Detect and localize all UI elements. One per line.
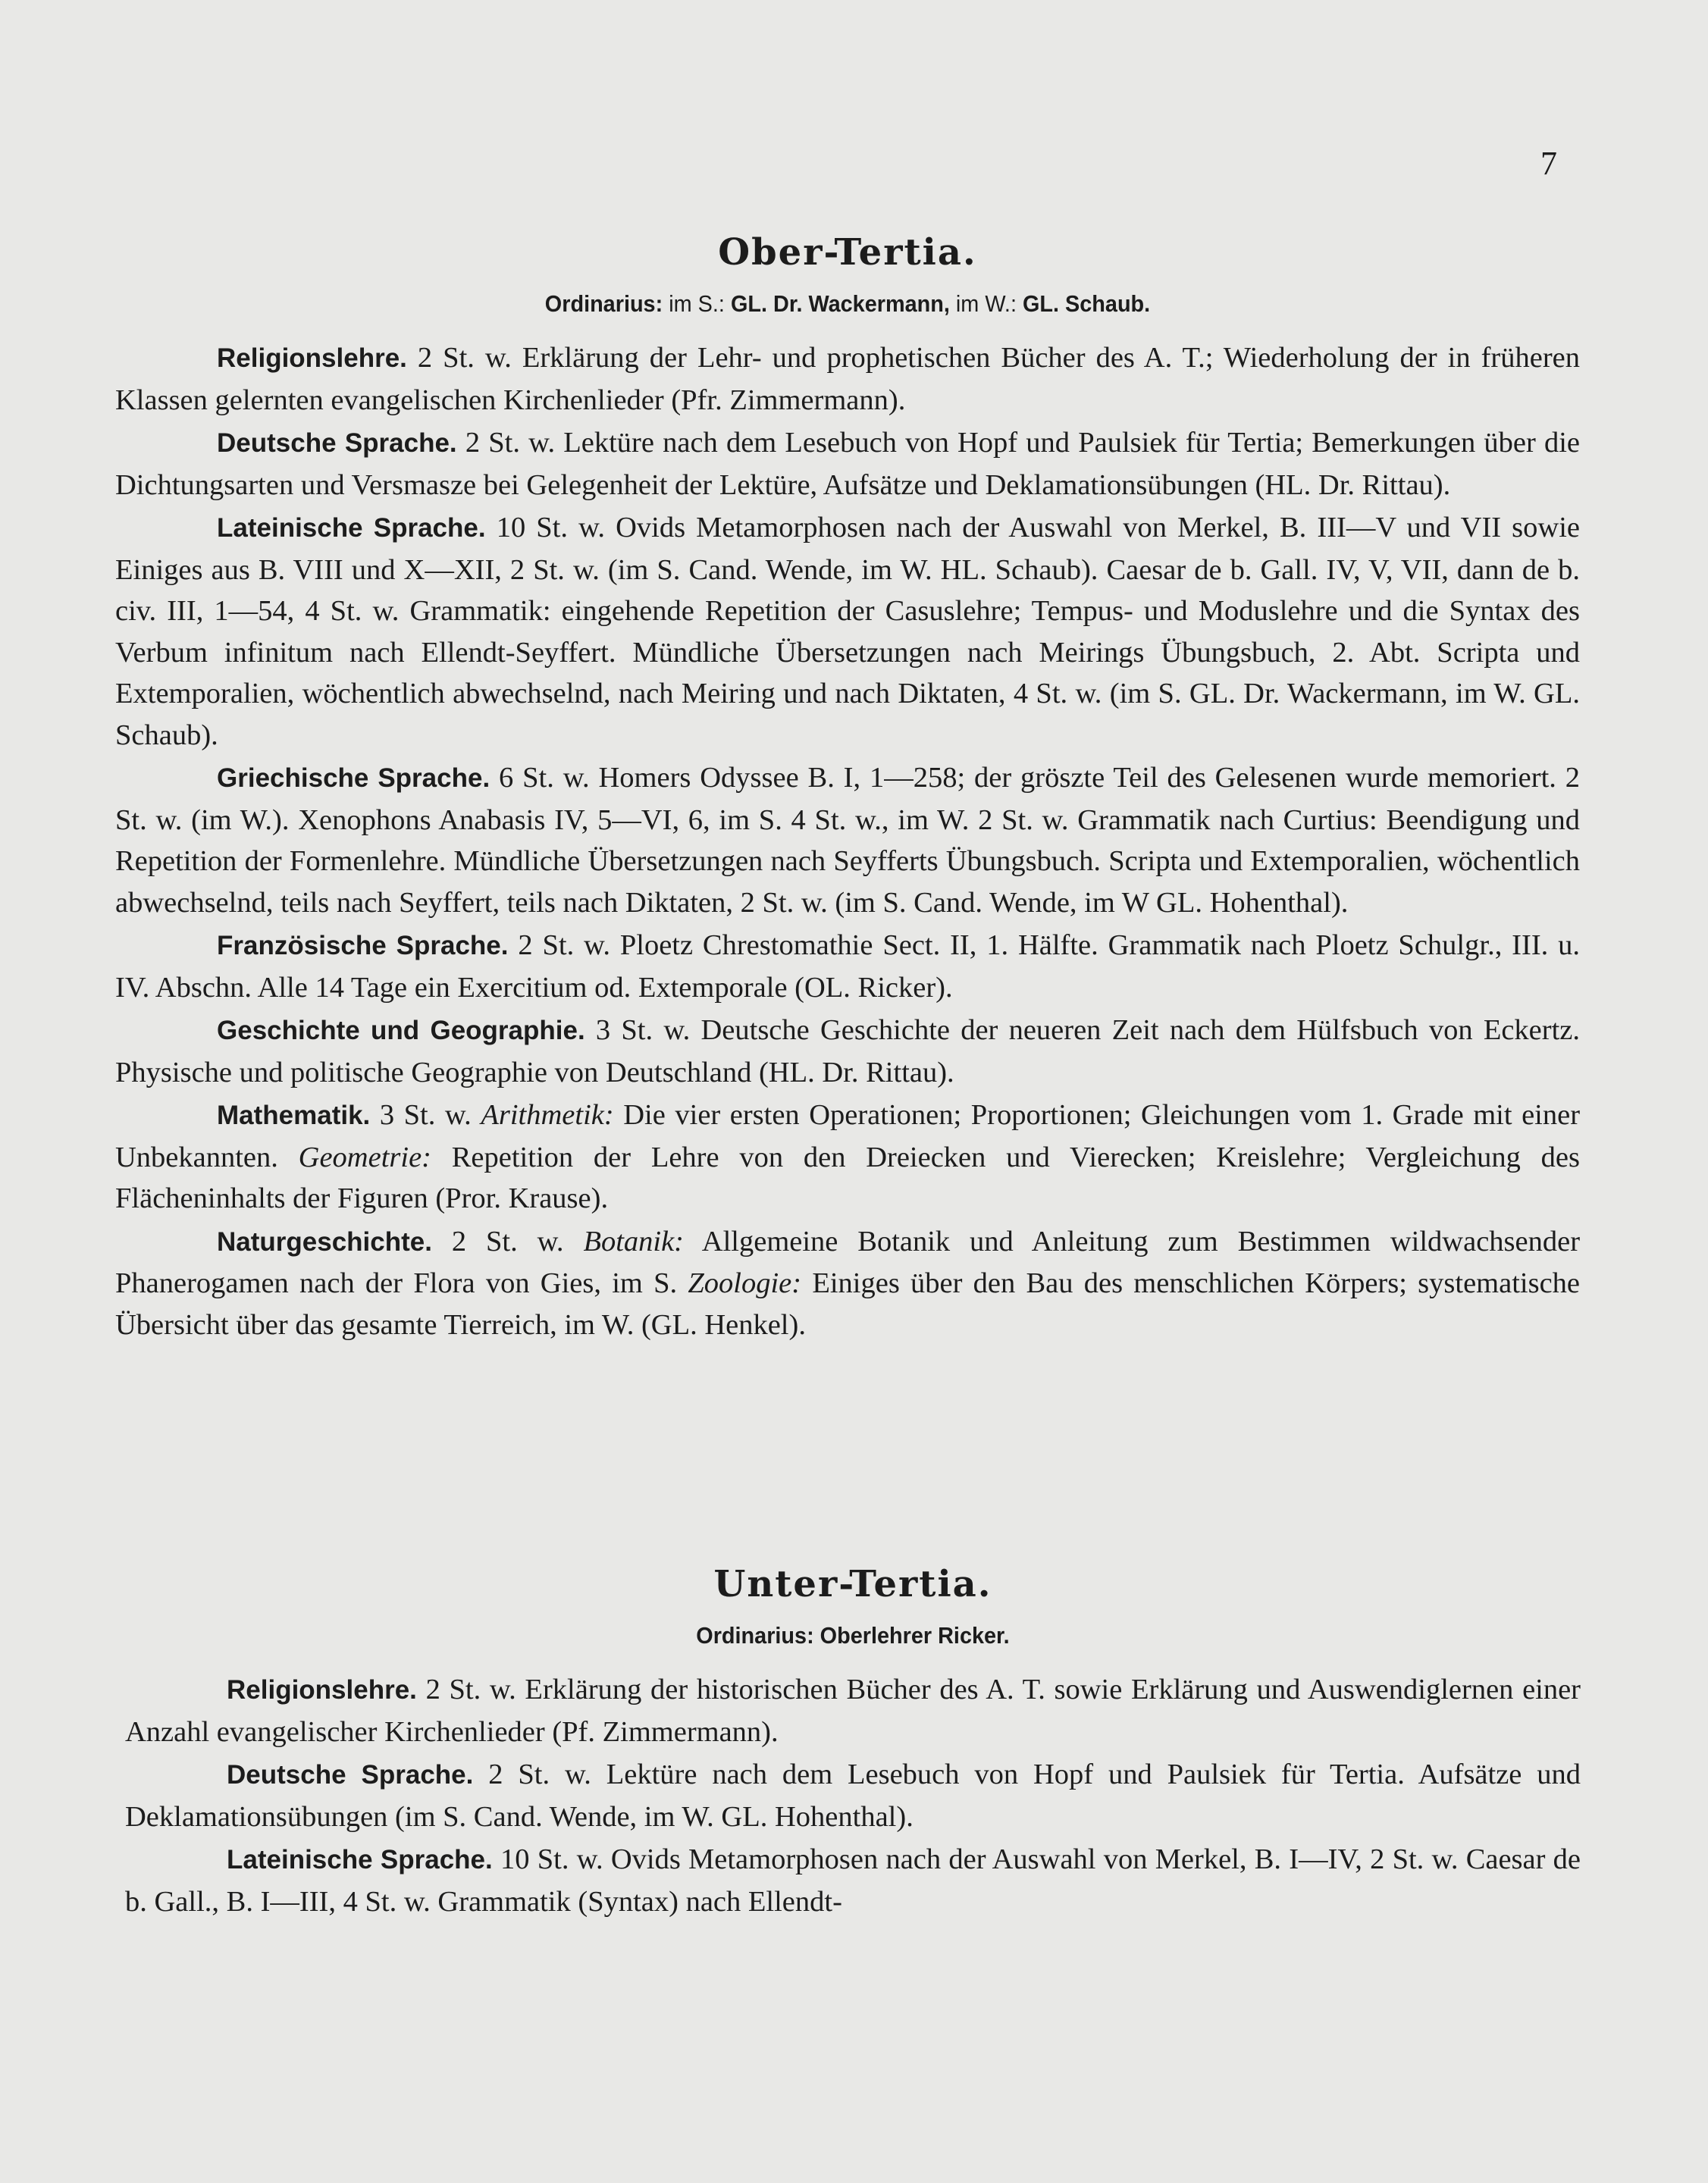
- entry-religionslehre: [115, 337, 1580, 421]
- subject-label: Religionslehre.: [227, 1675, 417, 1705]
- entry-italic-a: Botanik:: [583, 1225, 685, 1257]
- entry-italic-a: Arithmetik:: [481, 1099, 614, 1131]
- ordinarius-line: Ordinarius: Oberlehrer Ricker.: [696, 1622, 1010, 1649]
- entry-religionslehre: [125, 1669, 1581, 1752]
- entry-franzoesische-sprache: [115, 925, 1580, 1008]
- entry-text: 3 St. w. Deutsche Geschichte der neueren Zeit nach dem Hülfsbuch von Eckertz. Physische und politische Geographie von Deutschland (HL. Dr. Rittau).: [115, 1014, 1581, 1088]
- entry-griechische-sprache: [115, 757, 1580, 923]
- subject-label: Religionslehre.: [217, 343, 407, 373]
- entry-naturgeschichte: [115, 1221, 1580, 1346]
- entry-text: 2 St. w. Lektüre nach dem Lesebuch von Hopf und Paulsiek für Tertia. Aufsätze und Deklamationsübungen (im S. Cand. Wende, im W. GL. Hohenthal).: [125, 1759, 1581, 1833]
- section-ober-tertia: [115, 231, 1580, 1347]
- entry-italic-b: Zoologie:: [688, 1267, 802, 1299]
- section-title: Ober-Tertia.: [718, 231, 977, 274]
- entry-text-c: Repetition der Lehre von den Dreiecken und Vierecken; Kreislehre; Vergleichung des Flächeninhalts der Figuren (Pror. Krause).: [115, 1141, 1581, 1214]
- section-unter-tertia: [125, 1563, 1581, 1924]
- entry-text-a: 3 St. w.: [379, 1099, 472, 1131]
- ordinarius-summer-name: GL. Dr. Wackermann,: [730, 290, 950, 317]
- ordinarius-winter-name: GL. Schaub.: [1022, 290, 1151, 317]
- entry-text-b: Die vier ersten Operationen; Proportionen; Gleichungen vom 1. Grade mit einer Unbekannten.: [115, 1099, 1581, 1173]
- entry-text-c: Einiges über den Bau des menschlichen Körpers; systematische Übersicht über das gesamte Tierreich, im W. (GL. Henkel).: [115, 1267, 1580, 1341]
- ordinarius-winter-label: im W.:: [955, 290, 1017, 317]
- page-number: 7: [1540, 145, 1557, 182]
- ordinarius-prefix: Ordinarius:: [544, 290, 663, 317]
- entry-text-a: 2 St. w.: [451, 1225, 564, 1257]
- entry-text: 6 St. w. Homers Odyssee B. I, 1—258; der gröszte Teil des Gelesenen wurde memoriert. 2 St. w. (im W.). Xenophons Anabasis IV, 5—VI, 6, im S. 4 St. w., im W. 2 St. w. Grammatik nach Curtius: Beendigung und Repetition der Formenlehre. Mündliche Übersetzungen nach Seyfferts Übungsbuch. Scripta und Extemporalien, wöchentlich abwechselnd, teils nach Seyffert, teils nach Diktaten, 2 St. w. (im S. Cand. Wende, im W GL. Hohenthal).: [115, 762, 1580, 919]
- entry-text: 2 St. w. Erklärung der Lehr- und prophetischen Bücher des A. T.; Wiederholung der in früheren Klassen gelernten evangelischen Kirchenlieder (Pfr. Zimmermann).: [115, 342, 1581, 416]
- subject-label: Lateinische Sprache.: [217, 513, 486, 543]
- entry-text: 10 St. w. Ovids Metamorphosen nach der Auswahl von Merkel, B. I—IV, 2 St. w. Caesar de b. Gall., B. I—III, 4 St. w. Grammatik (Syntax) nach Ellendt-: [125, 1843, 1581, 1918]
- entry-deutsche-sprache: [125, 1754, 1581, 1837]
- subject-label: Deutsche Sprache.: [227, 1760, 474, 1790]
- ordinarius-line: [167, 290, 1529, 318]
- entry-text: 2 St. w. Ploetz Chrestomathie Sect. II, 1. Hälfte. Grammatik nach Ploetz Schulgr., III. u. IV. Abschn. Alle 14 Tage ein Exercitium od. Extemporale (OL. Ricker).: [115, 929, 1580, 1004]
- entry-lateinische-sprache: [115, 507, 1580, 756]
- entry-italic-b: Geometrie:: [298, 1141, 431, 1173]
- entry-mathematik: [115, 1095, 1580, 1220]
- subject-label: Mathematik.: [217, 1101, 371, 1130]
- entry-text: 2 St. w. Lektüre nach dem Lesebuch von Hopf und Paulsiek für Tertia; Bemerkungen über die Dichtungsarten und Versmasze bei Gelegenheit der Lektüre, Aufsätze und Deklamationsübungen (HL. Dr. Rittau).: [115, 427, 1581, 501]
- subject-label: Naturgeschichte.: [217, 1226, 432, 1257]
- entry-text: 2 St. w. Erklärung der historischen Bücher des A. T. sowie Erklärung und Auswendiglernen einer Anzahl evangelischer Kirchenlieder (Pf. Zimmermann).: [125, 1674, 1581, 1748]
- subject-label: Französische Sprache.: [217, 931, 509, 960]
- entry-deutsche-sprache: [115, 422, 1580, 506]
- subject-label: Griechische Sprache.: [217, 763, 490, 793]
- subject-label: Geschichte und Geographie.: [217, 1016, 585, 1045]
- subject-label: Lateinische Sprache.: [227, 1845, 493, 1874]
- subject-label: Deutsche Sprache.: [217, 428, 457, 458]
- ordinarius-summer-label: im S.:: [669, 290, 725, 317]
- section-title: Unter-Tertia.: [713, 1563, 992, 1605]
- entry-text-b: Allgemeine Botanik und Anleitung zum Bestimmen wildwachsender Phanerogamen nach der Flora von Gies, im S.: [115, 1225, 1581, 1299]
- entry-text: 10 St. w. Ovids Metamorphosen nach der Auswahl von Merkel, B. III—V und VII sowie Einiges aus B. VIII und X—XII, 2 St. w. (im S. Cand. Wende, im W. HL. Schaub). Caesar de b. Gall. IV, V, VII, dann de b. civ. III, 1—54, 4 St. w. Grammatik: eingehende Repetition der Casuslehre; Tempus- und Moduslehre und die Syntax des Verbum infinitum nach Ellendt-Seyffert. Mündliche Übersetzungen nach Meirings Übungsbuch, 2. Abt. Scripta und Extemporalien, wöchentlich abwechselnd, nach Meiring und nach Diktaten, 4 St. w. (im S. GL. Dr. Wackermann, im W. GL. Schaub).: [115, 512, 1581, 751]
- entry-lateinische-sprache: [125, 1839, 1581, 1922]
- entry-geschichte-geographie: [115, 1010, 1580, 1093]
